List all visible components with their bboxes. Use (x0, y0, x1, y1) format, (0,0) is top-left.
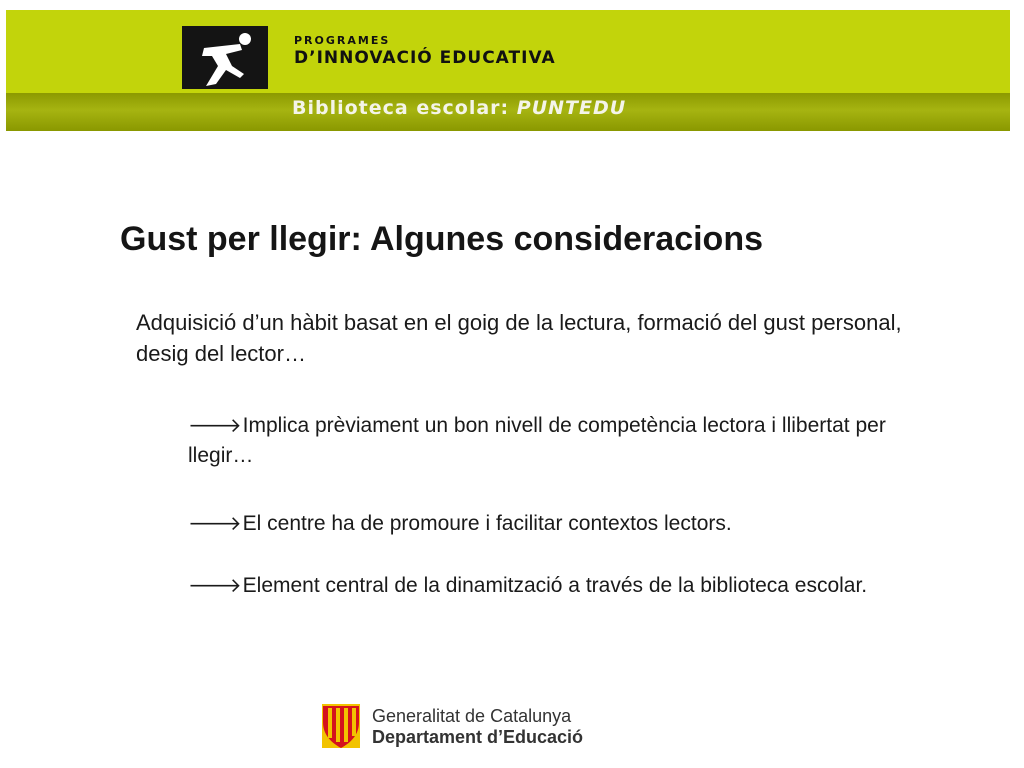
right-arrow-icon: 🡒 (188, 573, 242, 597)
bullet-point (188, 568, 928, 603)
lead-paragraph: Adquisició d’un hàbit basat en el goig de la lectura, formació del gust personal, desig del lector… (136, 310, 902, 366)
program-logo (182, 26, 268, 89)
banner-strip (6, 93, 1010, 131)
catalan-flag-stripes-icon (322, 704, 360, 748)
slide-title: Gust per llegir: Algunes consideracions (120, 220, 763, 258)
bullet-text: El centre ha de promoure i facilitar contextos lectors. (242, 512, 732, 535)
strip-prefix: Biblioteca escolar: (292, 97, 510, 119)
right-arrow-icon: 🡒 (188, 511, 242, 535)
strip-title (292, 97, 626, 119)
program-line2: D’INNOVACIÓ EDUCATIVA (294, 48, 556, 68)
generalitat-logo (322, 704, 632, 752)
header-banner (6, 10, 1010, 127)
right-arrow-icon: 🡒 (188, 413, 242, 437)
program-name (294, 34, 556, 68)
program-line1: PROGRAMES (294, 34, 391, 47)
bullet-point (188, 410, 928, 471)
generalitat-line1: Generalitat de Catalunya (372, 706, 572, 726)
strip-name: PUNTEDU (516, 97, 627, 119)
bullet-text: Element central de la dinamització a través de la biblioteca escolar. (242, 574, 868, 597)
bullet-text: Implica prèviament un bon nivell de competència lectora i llibertat per llegir… (188, 414, 886, 467)
running-figure-icon (182, 26, 268, 89)
bullet-point (188, 508, 928, 539)
generalitat-text (372, 706, 583, 748)
generalitat-line2: Departament d’Educació (372, 727, 584, 747)
